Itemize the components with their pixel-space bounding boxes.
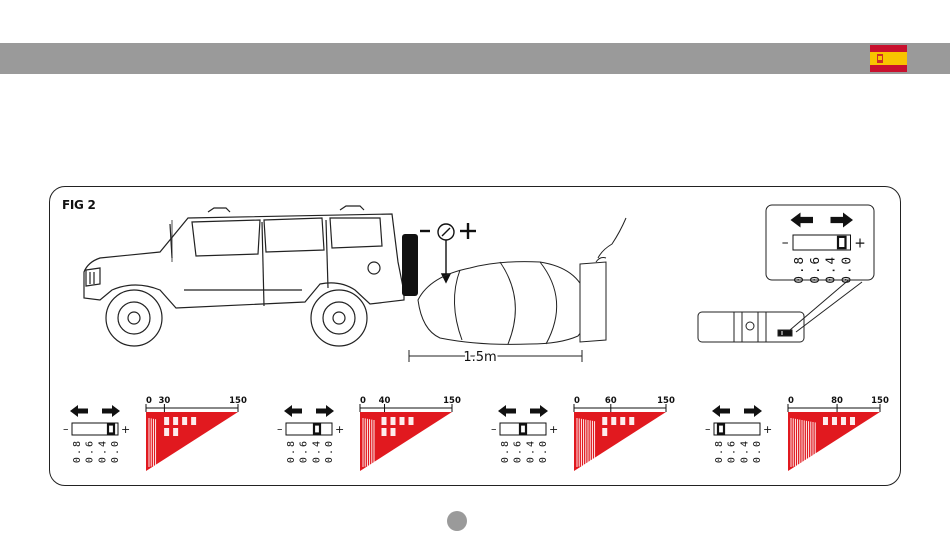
slider-knob (718, 425, 724, 434)
slider-knob (108, 425, 114, 434)
distance-tick: 80 (831, 396, 843, 406)
slider-knob (838, 237, 846, 248)
slider-knob (520, 425, 526, 434)
plus-label: + (763, 423, 773, 436)
scale-value: 0.4 (739, 439, 751, 464)
scale-value: 0.8 (72, 439, 83, 464)
example-panel-1 (63, 396, 247, 471)
minus-label: – (491, 422, 497, 436)
arrow-left-icon (284, 405, 302, 417)
vehicle-illustration (84, 206, 404, 346)
minus-label: – (63, 422, 69, 436)
plus-label: + (121, 423, 131, 436)
slider-knob (314, 425, 320, 434)
scale-value: 0.0 (838, 255, 854, 284)
scale-value: 0.6 (84, 439, 96, 464)
distance-tick: 150 (871, 396, 889, 406)
example-panel-2 (277, 396, 461, 471)
plus-label: + (335, 423, 345, 436)
example-panels (63, 396, 889, 471)
distance-tick: 30 (158, 396, 171, 406)
arrow-left-icon (712, 405, 730, 417)
distance-tick: 60 (604, 396, 617, 406)
scale-value: 0.8 (714, 439, 725, 464)
arrow-left-icon (498, 405, 516, 417)
minus-label: – (781, 234, 789, 251)
distance-tick: 150 (229, 396, 247, 406)
scale-value: 0.4 (311, 439, 323, 464)
scale-value: 0.8 (500, 439, 511, 464)
arrow-right-icon (744, 405, 762, 417)
distance-tick: 40 (378, 396, 391, 406)
arrow-right-icon (530, 405, 548, 417)
obstacle-board (580, 218, 626, 342)
scale-value: 0.8 (791, 255, 806, 284)
scale-value: 0.0 (752, 439, 763, 464)
plus-label: + (549, 423, 559, 436)
scale-value: 0.4 (822, 255, 838, 284)
arrow-right-icon (316, 405, 334, 417)
scale-value: 0.8 (286, 439, 297, 464)
minus-label: – (277, 422, 283, 436)
scale-value: 0.0 (538, 439, 549, 464)
scale-value: 0.6 (298, 439, 310, 464)
figure-label: FIG 2 (62, 198, 96, 212)
scale-value: 0.6 (512, 439, 524, 464)
scale-value: 0.6 (806, 255, 822, 284)
page-number-dot (447, 511, 467, 531)
distance-tick: 150 (443, 396, 461, 406)
scale-value: 0.6 (726, 439, 738, 464)
distance-tick: 0 (788, 396, 794, 406)
sensitivity-slider (286, 423, 332, 435)
scale-value: 0.0 (110, 439, 121, 464)
rear-sensor-panel (402, 234, 418, 296)
distance-tick: 0 (360, 396, 366, 406)
example-panel-3 (491, 396, 675, 471)
distance-tick: 0 (574, 396, 580, 406)
arrow-right-icon (102, 405, 120, 417)
sensitivity-adjuster (420, 223, 476, 282)
distance-tick: 150 (657, 396, 675, 406)
example-panel-4 (705, 396, 889, 471)
scale-value: 0.0 (324, 439, 335, 464)
scale-value: 0.4 (97, 439, 109, 464)
minus-label: – (705, 422, 711, 436)
distance-tick: 0 (146, 396, 152, 406)
distance-label: 1.5m (463, 350, 497, 365)
plus-label: + (854, 235, 866, 252)
scale-value: 0.4 (525, 439, 537, 464)
arrow-left-icon (70, 405, 88, 417)
